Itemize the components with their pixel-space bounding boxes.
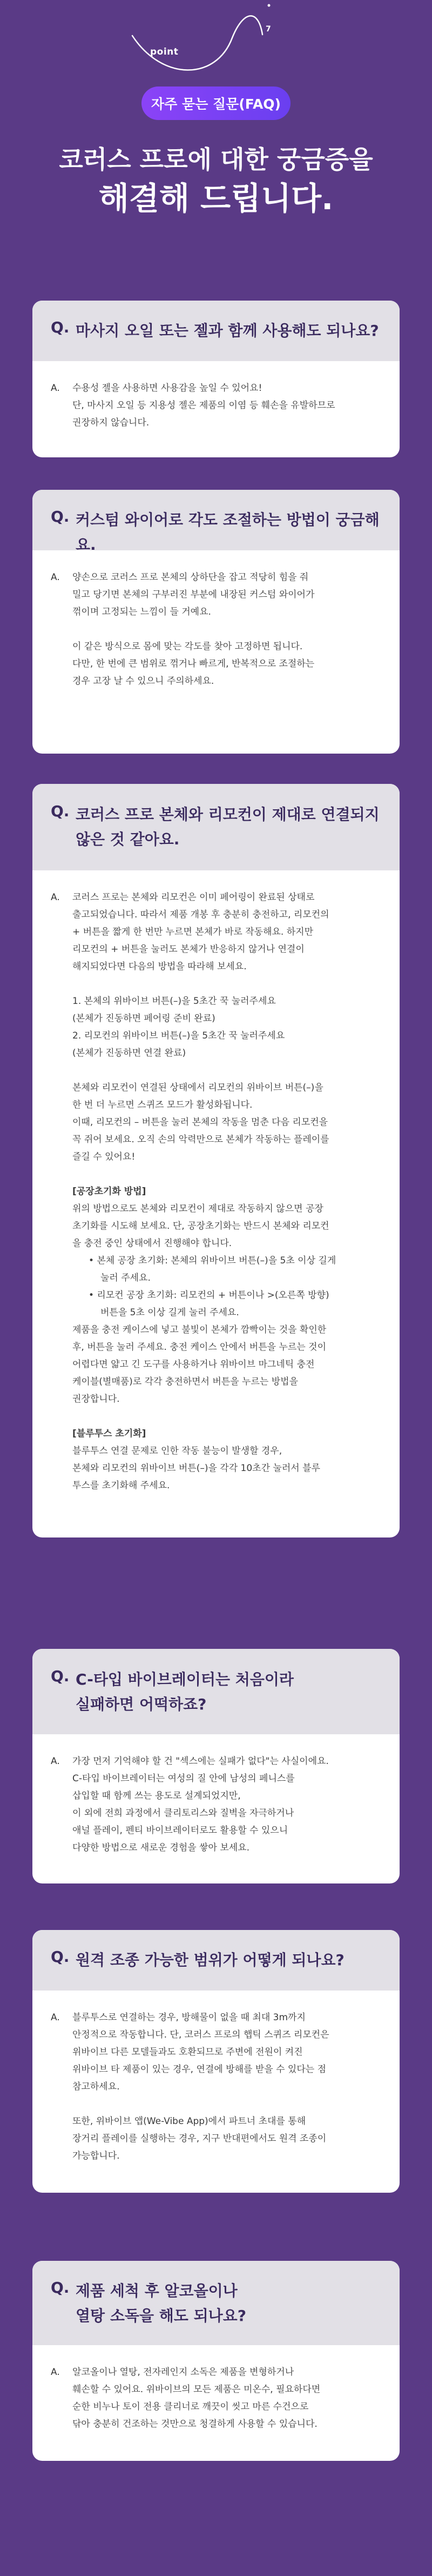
answer-line: 애널 플레이, 펜티 바이브레이터로도 활용할 수 있으니 <box>72 1825 288 1836</box>
answer-line: 권장합니다. <box>72 1394 120 1405</box>
bluetooth-reset-heading: [블루투스 초기화] <box>72 1428 146 1439</box>
faq-answer <box>32 550 400 754</box>
answer-mark: A. <box>51 572 60 583</box>
answer-mark: A. <box>51 892 60 903</box>
answer-line: 위바이브 다른 모델들과도 호환되므로 주변에 전원이 켜진 <box>72 2047 303 2058</box>
answer-line: C-타입 바이브레이터는 여성의 질 안에 남성의 페니스를 <box>72 1773 295 1784</box>
bullet-item: • 본체 공장 초기화: 본체의 위바이브 버튼(–)을 5초 이상 길게 <box>89 1255 336 1266</box>
faq-header <box>0 0 432 303</box>
question-line: 커스텀 와이어로 각도 조절하는 방법이 궁금해요. <box>76 511 380 554</box>
answer-line: 단, 마사지 오일 등 지용성 젤은 제품의 이염 등 훼손을 유발하므로 <box>72 400 335 411</box>
answer-line: 코러스 프로는 본체와 리모컨은 이미 페어링이 완료된 상태로 <box>72 892 315 903</box>
answer-line: 리모컨의 + 버튼을 눌러도 본체가 반응하지 않거나 연결이 <box>72 944 305 955</box>
faq-answer <box>32 1734 400 1883</box>
answer-line: 해지되었다면 다음의 방법을 따라해 보세요. <box>72 961 247 972</box>
question-line: 마사지 오일 또는 젤과 함께 사용해도 되나요? <box>76 322 379 340</box>
answer-line: 경우 고장 날 수 있으니 주의하세요. <box>72 676 214 687</box>
faq-badge: 자주 묻는 질문(FAQ) <box>141 86 291 120</box>
answer-line: 양손으로 코러스 프로 본체의 상하단을 잡고 적당히 힘을 줘 <box>72 572 309 583</box>
faq-question[interactable] <box>32 1649 400 1734</box>
question-line: 실패하면 어떡하죠? <box>76 1695 207 1713</box>
answer-line: 위바이브 타 제품이 있는 경우, 연결에 방해를 받을 수 있다는 점 <box>72 2064 326 2075</box>
page-title <box>0 142 432 219</box>
answer-line: 이 외에 전희 과정에서 클리토리스와 질벽을 자극하거나 <box>72 1808 294 1819</box>
answer-line: 수용성 젤을 사용하면 사용감을 높일 수 있어요! <box>72 383 262 394</box>
question-mark: Q. <box>51 508 70 525</box>
answer-line: 꺾이며 고정되는 느낌이 들 거예요. <box>72 607 211 617</box>
question-line: 열탕 소독을 해도 되나요? <box>76 2307 246 2325</box>
answer-spacer <box>72 2095 381 2113</box>
faq-item-oil-gel <box>32 301 400 457</box>
faq-answer <box>32 361 400 457</box>
answer-text <box>72 569 381 690</box>
faq-item-c-type <box>32 1649 400 1883</box>
page-title-line2: 해결해 드립니다. <box>98 180 334 217</box>
bullet-item: • 리모컨 공장 초기화: 리모컨의 + 버튼이나 >(오른쪽 방향) <box>89 1290 329 1301</box>
answer-line: 어렵다면 얇고 긴 도구를 사용하거나 위바이브 마그네틱 충전 <box>72 1359 315 1370</box>
answer-line: 가장 먼저 기억해야 할 건 "섹스에는 실패가 없다"는 사실이에요. <box>72 1756 329 1767</box>
answer-line: 초기화를 시도해 보세요. 단, 공장초기화는 반드시 본체와 리모컨 <box>72 1221 329 1232</box>
answer-spacer <box>72 1166 381 1183</box>
answer-line: 다만, 한 번에 큰 범위로 꺾거나 빠르게, 반복적으로 조절하는 <box>72 658 315 669</box>
faq-question[interactable] <box>32 301 400 361</box>
question-text <box>76 802 380 852</box>
answer-text <box>72 380 381 431</box>
bullet-continuation: 버튼을 5초 이상 길게 눌러 주세요. <box>100 1307 239 1318</box>
answer-line: 안정적으로 작동합니다. 단, 코러스 프로의 햅틱 스퀴즈 리모컨은 <box>72 2029 329 2040</box>
answer-mark: A. <box>51 1756 60 1767</box>
faq-question[interactable] <box>32 1930 400 1991</box>
question-line: 코러스 프로 본체와 리모컨이 제대로 연결되지 <box>76 806 380 823</box>
answer-line: 꼭 쥐어 보세요. 오직 손의 악력만으로 본체가 작동하는 플레이를 <box>72 1134 329 1145</box>
faq-question[interactable] <box>32 784 400 870</box>
answer-line: 한 번 더 누르면 스퀴즈 모드가 활성화됩니다. <box>72 1100 253 1110</box>
answer-line: 을 충전 중인 상태에서 진행해야 합니다. <box>72 1238 232 1249</box>
answer-line: 밀고 당기면 본체의 구부러진 부분에 내장된 커스텀 와이어가 <box>72 589 315 600</box>
question-text <box>76 508 381 557</box>
answer-line: 이때, 리모컨의 – 버튼을 눌러 본체의 작동을 멈춘 다음 리모컨을 <box>72 1117 328 1128</box>
answer-line: 블루투스로 연결하는 경우, 방해물이 없을 때 최대 3m까지 <box>72 2012 306 2023</box>
question-line: 원격 조종 가능한 범위가 어떻게 되나요? <box>76 1951 345 1969</box>
question-mark: Q. <box>51 318 70 336</box>
answer-mark: A. <box>51 2012 60 2023</box>
point-number: 7 <box>266 25 271 34</box>
answer-mark: A. <box>51 2367 60 2378</box>
point-label: point <box>150 46 179 57</box>
answer-line: 투스를 초기화해 주세요. <box>72 1480 170 1491</box>
faq-item-cleaning <box>32 2261 400 2461</box>
answer-line: + 버튼을 짧게 한 번만 누르면 본체가 바로 작동해요. 하지만 <box>72 927 313 937</box>
question-text <box>76 2279 246 2328</box>
answer-line: 1. 본체의 위바이브 버튼(–)을 5초간 꾹 눌러주세요 <box>72 996 276 1007</box>
faq-item-remote-range <box>32 1930 400 2193</box>
answer-line: 출고되었습니다. 따라서 제품 개봉 후 충분히 충전하고, 리모컨의 <box>72 909 329 920</box>
answer-line: 순한 비누나 토이 전용 클리너로 깨끗이 씻고 마른 수건으로 <box>72 2401 309 2412</box>
answer-line: 권장하지 않습니다. <box>72 417 150 428</box>
answer-line: 또한, 위바이브 앱(We-Vibe App)에서 파트너 초대를 통해 <box>72 2116 306 2127</box>
page-title-line1: 코러스 프로에 대한 궁금증을 <box>59 145 373 174</box>
question-line: C-타입 바이브레이터는 처음이라 <box>76 1670 294 1688</box>
question-line: 않은 것 같아요. <box>76 830 180 848</box>
answer-line: 제품을 충전 케이스에 넣고 불빛이 본체가 깜빡이는 것을 확인한 <box>72 1324 327 1335</box>
answer-text <box>72 1753 381 1856</box>
answer-spacer <box>72 1062 381 1079</box>
answer-line: 본체와 리모컨의 위바이브 버튼(–)을 각각 10초간 눌러서 블루 <box>72 1463 320 1474</box>
answer-line: 닦아 충분히 건조하는 것만으로 청결하게 사용할 수 있습니다. <box>72 2419 318 2429</box>
faq-question[interactable] <box>32 490 400 554</box>
answer-mark: A. <box>51 383 60 394</box>
answer-line: (본체가 진동하면 페어링 준비 완료) <box>72 1013 215 1024</box>
faq-item-pairing <box>32 784 400 1537</box>
question-text <box>76 1667 294 1717</box>
answer-line: 장거리 플레이를 실행하는 경우, 지구 반대편에서도 원격 조종이 <box>72 2133 327 2144</box>
wave-line-decoration <box>0 0 432 86</box>
answer-text <box>72 889 381 1494</box>
faq-answer <box>32 870 400 1537</box>
factory-reset-heading: [공장초기화 방법] <box>72 1186 146 1197</box>
question-mark: Q. <box>51 802 70 820</box>
answer-line: 가능합니다. <box>72 2151 120 2161</box>
faq-answer <box>32 2345 400 2461</box>
answer-line: 케이블(별매품)로 각각 충전하면서 버튼을 누르는 방법을 <box>72 1376 298 1387</box>
question-mark: Q. <box>51 1948 70 1966</box>
answer-line: 후, 버튼을 눌러 주세요. 충전 케이스 안에서 버튼을 누르는 것이 <box>72 1342 326 1353</box>
answer-line: 참고하세요. <box>72 2081 120 2092</box>
answer-line: 본체와 리모컨이 연결된 상태에서 리모컨의 위바이브 버튼(–)을 <box>72 1082 323 1093</box>
answer-spacer <box>72 975 381 993</box>
question-mark: Q. <box>51 1667 70 1685</box>
faq-question[interactable] <box>32 2261 400 2345</box>
faq-answer <box>32 1991 400 2193</box>
answer-line: 위의 방법으로도 본체와 리모컨이 제대로 작동하지 않으면 공장 <box>72 1203 323 1214</box>
question-line: 제품 세척 후 알코올이나 <box>76 2282 238 2300</box>
answer-line: 삽입할 때 함께 쓰는 용도로 설계되었지만, <box>72 1790 241 1801</box>
answer-line: 훼손할 수 있어요. 위바이브의 모든 제품은 미온수, 필요하다면 <box>72 2384 321 2395</box>
question-text <box>76 318 379 343</box>
answer-line: 알코올이나 열탕, 전자레인지 소독은 제품을 변형하거나 <box>72 2367 294 2378</box>
answer-text <box>72 2009 381 2165</box>
question-text <box>76 1948 345 1973</box>
question-mark: Q. <box>51 2279 70 2297</box>
answer-line: 블루투스 연결 문제로 인한 작동 불능이 발생할 경우, <box>72 1446 282 1456</box>
answer-line: 즐길 수 있어요! <box>72 1151 136 1162</box>
answer-line: (본체가 진동하면 연결 완료) <box>72 1048 186 1059</box>
bullet-continuation: 눌러 주세요. <box>100 1273 151 1283</box>
answer-line: 이 같은 방식으로 몸에 맞는 각도를 찾아 고정하면 됩니다. <box>72 641 303 652</box>
answer-spacer <box>72 621 381 638</box>
faq-item-custom-wire <box>32 490 400 754</box>
answer-line: 2. 리모컨의 위바이브 버튼(–)을 5초간 꾹 눌러주세요 <box>72 1030 285 1041</box>
answer-line: 다양한 방법으로 새로운 경험을 쌓아 보세요. <box>72 1842 250 1853</box>
answer-text <box>72 2364 381 2433</box>
answer-spacer <box>72 1408 381 1425</box>
